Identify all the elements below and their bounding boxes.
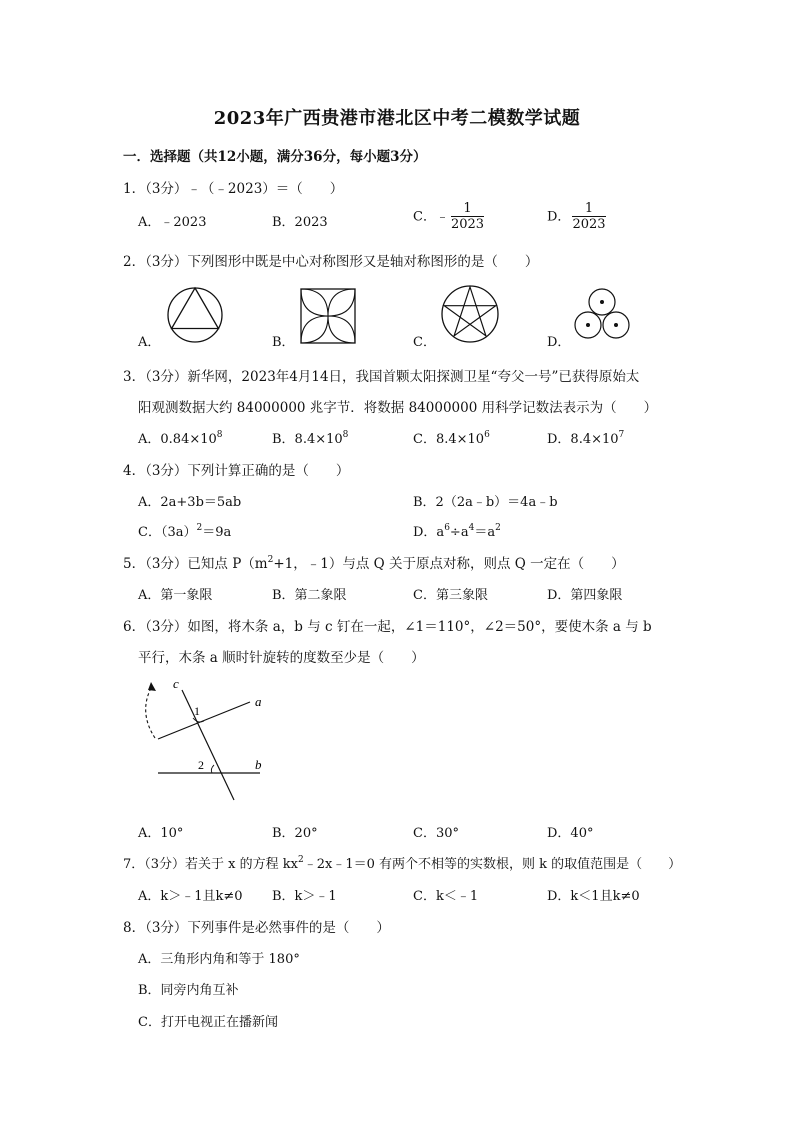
question-5-option-c: C．第三象限: [413, 588, 488, 603]
question-6-option-a: A．10°: [138, 826, 184, 841]
fraction: $\frac{1}{2023}$: [572, 201, 606, 232]
question-8-option-a: A．三角形内角和等于 180°: [138, 952, 300, 967]
question-2-option-a: A．: [138, 335, 161, 350]
question-4-stem: 4．（3分）下列计算正确的是（ ）: [123, 463, 350, 479]
question-5-option-d: D．第四象限: [547, 588, 623, 603]
question-6-option-d: D．40°: [547, 826, 594, 841]
question-3-option-d: D．$8.4\times 10^7$: [547, 430, 625, 447]
question-2-option-b: B．: [272, 335, 295, 350]
line-c: [182, 690, 234, 800]
question-6-stem-line-2: 平行，木条 a 顺时针旋转的度数至少是（ ）: [138, 650, 425, 666]
question-7-option-a: A．k＞﹣1且k≠0: [138, 889, 243, 904]
three-circles-icon: [572, 287, 632, 343]
label-angle-2: 2: [198, 758, 204, 772]
question-1-option-b: B．2023: [272, 215, 328, 230]
question-2-option-d: D．: [547, 335, 571, 350]
question-2-option-c: C．: [413, 335, 436, 350]
question-6-option-b: B．20°: [272, 826, 318, 841]
question-8-option-b: B．同旁内角互补: [138, 983, 239, 998]
question-1-option-c: C．﹣ $\frac{1}{2023}$: [413, 201, 485, 232]
question-6-stem-line-1: 6．（3分）如图，将木条 a，b 与 c 钉在一起，∠1＝110°，∠2＝50°，要使木条 a 与 b: [123, 619, 652, 635]
angle-2-arc: [211, 765, 214, 773]
question-5-option-b: B．第二象限: [272, 588, 347, 603]
question-2-stem: 2．（3分）下列图形中既是中心对称图形又是轴对称图形的是（ ）: [123, 254, 539, 270]
question-8-option-c: C．打开电视正在播新闻: [138, 1015, 278, 1030]
circle-triangle-icon: [165, 285, 225, 345]
angle-1-arc: [193, 718, 204, 722]
rotation-arrow: [146, 686, 155, 738]
question-4-option-c: C．$(3a)^2=9a$: [138, 523, 232, 540]
question-7-option-c: C．k＜﹣1: [413, 889, 479, 904]
section-heading: 一．选择题（共12小题，满分36分，每小题3分）: [123, 149, 427, 165]
question-6-option-c: C．30°: [413, 826, 459, 841]
question-6-figure: [138, 672, 278, 804]
question-3-option-a: A．$0.84\times 10^8$: [138, 430, 223, 447]
question-7-stem: 7．（3分）若关于 x 的方程 $kx^2﹣2x﹣1=0$ 有两个不相等的实数根，则 k 的取值范围是（ ）: [123, 855, 682, 872]
question-4-option-d: D．$a^6\div a^4=a^2$: [413, 523, 501, 540]
page-title: 2023年广西贵港市港北区中考二模数学试题: [213, 108, 581, 129]
question-1-stem: 1．（3分）﹣（﹣2023）＝（ ）: [123, 181, 344, 197]
label-b: b: [255, 757, 262, 772]
question-7-option-b: B．k＞﹣1: [272, 889, 337, 904]
question-1-option-d: D． $\frac{1}{2023}$: [547, 201, 606, 232]
fraction: $\frac{1}{2023}$: [450, 201, 485, 232]
question-7-option-d: D．k＜1且k≠0: [547, 889, 640, 904]
label-c: c: [173, 676, 179, 691]
question-5-stem: 5．（3分）已知点 $P(m^2+1$，﹣1）与点 Q 关于原点对称，则点 Q 一定在（ ）: [123, 555, 625, 572]
label-angle-1: 1: [194, 704, 200, 718]
line-a: [158, 702, 250, 739]
question-3-stem-line-2: 阳观测数据大约 84000000 兆字节．将数据 84000000 用科学记数法表示为（ ）: [138, 400, 658, 416]
question-8-stem: 8．（3分）下列事件是必然事件的是（ ）: [123, 920, 390, 936]
question-1-option-a: A．﹣2023: [138, 215, 207, 230]
question-4-option-a: A．2a+3b＝5ab: [138, 495, 242, 510]
question-4-option-b: B．2（2a﹣b）＝4a﹣b: [413, 495, 558, 510]
question-3-option-c: C．$8.4\times 10^6$: [413, 430, 490, 447]
arrow-head-icon: [148, 682, 156, 691]
question-5-option-a: A．第一象限: [138, 588, 213, 603]
question-3-stem-line-1: 3．（3分）新华网，2023年4月14日，我国首颗太阳探测卫星“夸父一号”已获得原始太: [123, 369, 640, 385]
label-a: a: [255, 694, 262, 709]
square-petals-icon: [300, 288, 356, 344]
question-3-option-b: B．$8.4\times 10^8$: [272, 430, 349, 447]
circle-star-icon: [440, 284, 500, 344]
